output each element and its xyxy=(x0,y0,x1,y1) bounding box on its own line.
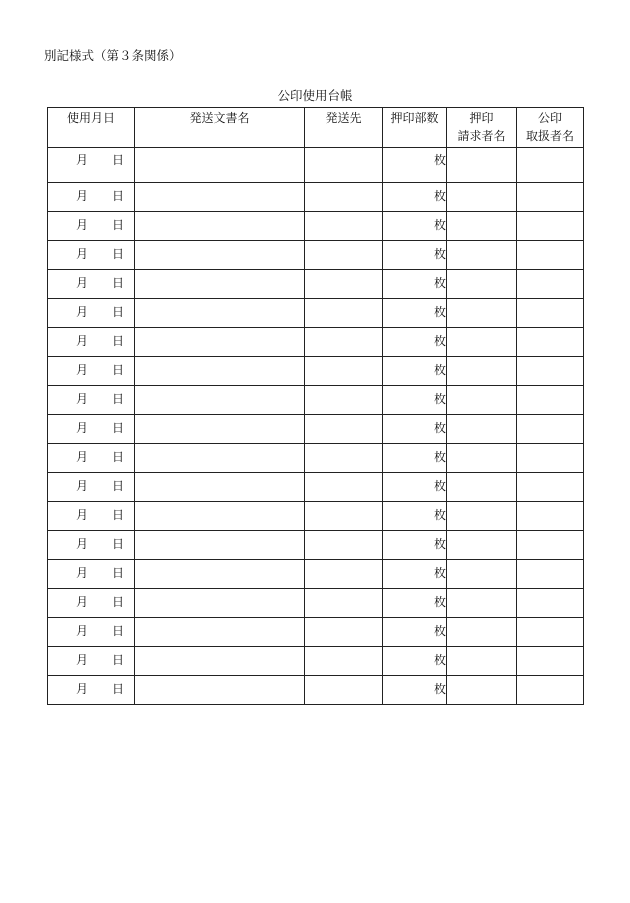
month-label: 月 xyxy=(76,450,89,464)
handler-name-cell[interactable] xyxy=(517,183,584,212)
handler-name-cell[interactable] xyxy=(517,241,584,270)
document-name-cell[interactable] xyxy=(135,299,305,328)
header-destination: 発送先 xyxy=(305,108,383,148)
date-cell[interactable] xyxy=(48,357,135,386)
document-name-cell[interactable] xyxy=(135,502,305,531)
table-row xyxy=(48,502,584,531)
header-document-name: 発送文書名 xyxy=(135,108,305,148)
date-cell[interactable] xyxy=(48,560,135,589)
stamp-count-cell[interactable] xyxy=(383,148,447,183)
requester-name-cell[interactable] xyxy=(447,502,517,531)
month-label: 月 xyxy=(76,624,89,638)
month-label: 月 xyxy=(76,363,89,377)
document-name-cell[interactable] xyxy=(135,357,305,386)
day-label: 日 xyxy=(112,189,125,203)
document-name-cell[interactable] xyxy=(135,676,305,705)
document-name-cell[interactable] xyxy=(135,618,305,647)
handler-name-cell[interactable] xyxy=(517,531,584,560)
month-label: 月 xyxy=(76,537,89,551)
handler-name-cell[interactable] xyxy=(517,647,584,676)
month-label: 月 xyxy=(76,682,89,696)
date-cell[interactable] xyxy=(48,212,135,241)
day-label: 日 xyxy=(112,421,125,435)
stamp-count-cell[interactable] xyxy=(383,560,447,589)
destination-cell[interactable] xyxy=(305,212,383,241)
destination-cell[interactable] xyxy=(305,148,383,183)
date-cell[interactable] xyxy=(48,531,135,560)
date-cell[interactable] xyxy=(48,444,135,473)
month-label: 月 xyxy=(76,479,89,493)
document-name-cell[interactable] xyxy=(135,270,305,299)
requester-name-cell[interactable] xyxy=(447,589,517,618)
stamp-count-cell[interactable] xyxy=(383,676,447,705)
day-label: 日 xyxy=(112,624,125,638)
requester-name-cell[interactable] xyxy=(447,676,517,705)
destination-cell[interactable] xyxy=(305,270,383,299)
day-label: 日 xyxy=(112,508,125,522)
handler-name-cell[interactable] xyxy=(517,357,584,386)
table-row xyxy=(48,444,584,473)
stamp-count-cell[interactable] xyxy=(383,531,447,560)
handler-name-cell[interactable] xyxy=(517,676,584,705)
day-label: 日 xyxy=(112,537,125,551)
month-label: 月 xyxy=(76,247,89,261)
count-unit-label: 枚 xyxy=(433,653,446,667)
handler-name-cell[interactable] xyxy=(517,589,584,618)
handler-name-cell[interactable] xyxy=(517,560,584,589)
stamp-count-cell[interactable] xyxy=(383,473,447,502)
table-row xyxy=(48,618,584,647)
document-name-cell[interactable] xyxy=(135,647,305,676)
requester-name-cell[interactable] xyxy=(447,270,517,299)
requester-name-cell[interactable] xyxy=(447,148,517,183)
table-row xyxy=(48,299,584,328)
destination-cell[interactable] xyxy=(305,299,383,328)
handler-name-cell[interactable] xyxy=(517,502,584,531)
document-name-cell[interactable] xyxy=(135,148,305,183)
destination-cell[interactable] xyxy=(305,676,383,705)
count-unit-label: 枚 xyxy=(433,682,446,696)
month-label: 月 xyxy=(76,595,89,609)
table-row xyxy=(48,270,584,299)
stamp-count-cell[interactable] xyxy=(383,589,447,618)
count-unit-label: 枚 xyxy=(433,247,446,261)
destination-cell[interactable] xyxy=(305,560,383,589)
date-cell[interactable] xyxy=(48,386,135,415)
requester-name-cell[interactable] xyxy=(447,386,517,415)
day-label: 日 xyxy=(112,276,125,290)
destination-cell[interactable] xyxy=(305,328,383,357)
day-label: 日 xyxy=(112,653,125,667)
stamp-count-cell[interactable] xyxy=(383,270,447,299)
month-label: 月 xyxy=(76,421,89,435)
destination-cell[interactable] xyxy=(305,531,383,560)
destination-cell[interactable] xyxy=(305,589,383,618)
stamp-count-cell[interactable] xyxy=(383,386,447,415)
stamp-count-cell[interactable] xyxy=(383,183,447,212)
date-cell[interactable] xyxy=(48,299,135,328)
handler-name-cell[interactable] xyxy=(517,148,584,183)
requester-name-cell[interactable] xyxy=(447,357,517,386)
date-cell[interactable] xyxy=(48,148,135,183)
month-label: 月 xyxy=(76,653,89,667)
month-label: 月 xyxy=(76,392,89,406)
day-label: 日 xyxy=(112,247,125,261)
document-name-cell[interactable] xyxy=(135,183,305,212)
document-name-cell[interactable] xyxy=(135,531,305,560)
day-label: 日 xyxy=(112,595,125,609)
destination-cell[interactable] xyxy=(305,618,383,647)
handler-name-cell[interactable] xyxy=(517,473,584,502)
count-unit-label: 枚 xyxy=(433,363,446,377)
stamp-count-cell[interactable] xyxy=(383,357,447,386)
table-row xyxy=(48,560,584,589)
header-handler: 公印 取扱者名 xyxy=(517,108,584,148)
stamp-count-cell[interactable] xyxy=(383,444,447,473)
table-row xyxy=(48,531,584,560)
header-requester: 押印 請求者名 xyxy=(447,108,517,148)
table-row xyxy=(48,212,584,241)
month-label: 月 xyxy=(76,218,89,232)
table-row xyxy=(48,415,584,444)
day-label: 日 xyxy=(112,450,125,464)
count-unit-label: 枚 xyxy=(433,479,446,493)
requester-name-cell[interactable] xyxy=(447,647,517,676)
count-unit-label: 枚 xyxy=(433,392,446,406)
month-label: 月 xyxy=(76,153,89,167)
count-unit-label: 枚 xyxy=(433,595,446,609)
requester-name-cell[interactable] xyxy=(447,444,517,473)
table-row xyxy=(48,328,584,357)
handler-name-cell[interactable] xyxy=(517,212,584,241)
date-cell[interactable] xyxy=(48,328,135,357)
destination-cell[interactable] xyxy=(305,444,383,473)
count-unit-label: 枚 xyxy=(433,421,446,435)
handler-name-cell[interactable] xyxy=(517,444,584,473)
table-row xyxy=(48,473,584,502)
day-label: 日 xyxy=(112,153,125,167)
requester-name-cell[interactable] xyxy=(447,328,517,357)
destination-cell[interactable] xyxy=(305,241,383,270)
requester-name-cell[interactable] xyxy=(447,473,517,502)
document-name-cell[interactable] xyxy=(135,589,305,618)
header-row xyxy=(48,108,584,148)
table-row xyxy=(48,357,584,386)
official-seal-usage-ledger xyxy=(47,107,584,705)
day-label: 日 xyxy=(112,479,125,493)
form-label: 別記様式（第３条関係） xyxy=(44,48,182,63)
count-unit-label: 枚 xyxy=(433,153,446,167)
count-unit-label: 枚 xyxy=(433,450,446,464)
destination-cell[interactable] xyxy=(305,357,383,386)
ledger-body xyxy=(48,148,584,705)
requester-name-cell[interactable] xyxy=(447,241,517,270)
handler-name-cell[interactable] xyxy=(517,270,584,299)
month-label: 月 xyxy=(76,566,89,580)
stamp-count-cell[interactable] xyxy=(383,328,447,357)
stamp-count-cell[interactable] xyxy=(383,647,447,676)
document-name-cell[interactable] xyxy=(135,328,305,357)
month-label: 月 xyxy=(76,276,89,290)
document-name-cell[interactable] xyxy=(135,212,305,241)
document-name-cell[interactable] xyxy=(135,386,305,415)
destination-cell[interactable] xyxy=(305,473,383,502)
count-unit-label: 枚 xyxy=(433,566,446,580)
date-cell[interactable] xyxy=(48,618,135,647)
month-label: 月 xyxy=(76,334,89,348)
day-label: 日 xyxy=(112,334,125,348)
handler-name-cell[interactable] xyxy=(517,328,584,357)
document-name-cell[interactable] xyxy=(135,241,305,270)
count-unit-label: 枚 xyxy=(433,276,446,290)
requester-name-cell[interactable] xyxy=(447,560,517,589)
header-date: 使用月日 xyxy=(48,108,135,148)
day-label: 日 xyxy=(112,218,125,232)
stamp-count-cell[interactable] xyxy=(383,415,447,444)
header-stamp-count: 押印部数 xyxy=(383,108,447,148)
stamp-count-cell[interactable] xyxy=(383,618,447,647)
day-label: 日 xyxy=(112,305,125,319)
table-row xyxy=(48,183,584,212)
document-name-cell[interactable] xyxy=(135,444,305,473)
date-cell[interactable] xyxy=(48,589,135,618)
handler-name-cell[interactable] xyxy=(517,299,584,328)
count-unit-label: 枚 xyxy=(433,334,446,348)
month-label: 月 xyxy=(76,189,89,203)
document-name-cell[interactable] xyxy=(135,415,305,444)
date-cell[interactable] xyxy=(48,183,135,212)
destination-cell[interactable] xyxy=(305,386,383,415)
handler-name-cell[interactable] xyxy=(517,415,584,444)
requester-name-cell[interactable] xyxy=(447,531,517,560)
date-cell[interactable] xyxy=(48,502,135,531)
table-row xyxy=(48,676,584,705)
requester-name-cell[interactable] xyxy=(447,415,517,444)
day-label: 日 xyxy=(112,363,125,377)
document-name-cell[interactable] xyxy=(135,473,305,502)
requester-name-cell[interactable] xyxy=(447,618,517,647)
stamp-count-cell[interactable] xyxy=(383,212,447,241)
destination-cell[interactable] xyxy=(305,415,383,444)
requester-name-cell[interactable] xyxy=(447,212,517,241)
requester-name-cell[interactable] xyxy=(447,183,517,212)
destination-cell[interactable] xyxy=(305,502,383,531)
date-cell[interactable] xyxy=(48,415,135,444)
count-unit-label: 枚 xyxy=(433,537,446,551)
count-unit-label: 枚 xyxy=(433,508,446,522)
day-label: 日 xyxy=(112,566,125,580)
document-name-cell[interactable] xyxy=(135,560,305,589)
table-row xyxy=(48,647,584,676)
requester-name-cell[interactable] xyxy=(447,299,517,328)
stamp-count-cell[interactable] xyxy=(383,299,447,328)
day-label: 日 xyxy=(112,682,125,696)
date-cell[interactable] xyxy=(48,241,135,270)
destination-cell[interactable] xyxy=(305,647,383,676)
stamp-count-cell[interactable] xyxy=(383,502,447,531)
ledger-title: 公印使用台帳 xyxy=(277,88,353,103)
handler-name-cell[interactable] xyxy=(517,618,584,647)
count-unit-label: 枚 xyxy=(433,624,446,638)
count-unit-label: 枚 xyxy=(433,189,446,203)
table-row xyxy=(48,148,584,183)
date-cell[interactable] xyxy=(48,647,135,676)
month-label: 月 xyxy=(76,305,89,319)
destination-cell[interactable] xyxy=(305,183,383,212)
handler-name-cell[interactable] xyxy=(517,386,584,415)
table-row xyxy=(48,386,584,415)
day-label: 日 xyxy=(112,392,125,406)
table-row xyxy=(48,589,584,618)
date-cell[interactable] xyxy=(48,473,135,502)
table-row xyxy=(48,241,584,270)
count-unit-label: 枚 xyxy=(433,218,446,232)
month-label: 月 xyxy=(76,508,89,522)
count-unit-label: 枚 xyxy=(433,305,446,319)
date-cell[interactable] xyxy=(48,270,135,299)
date-cell[interactable] xyxy=(48,676,135,705)
stamp-count-cell[interactable] xyxy=(383,241,447,270)
